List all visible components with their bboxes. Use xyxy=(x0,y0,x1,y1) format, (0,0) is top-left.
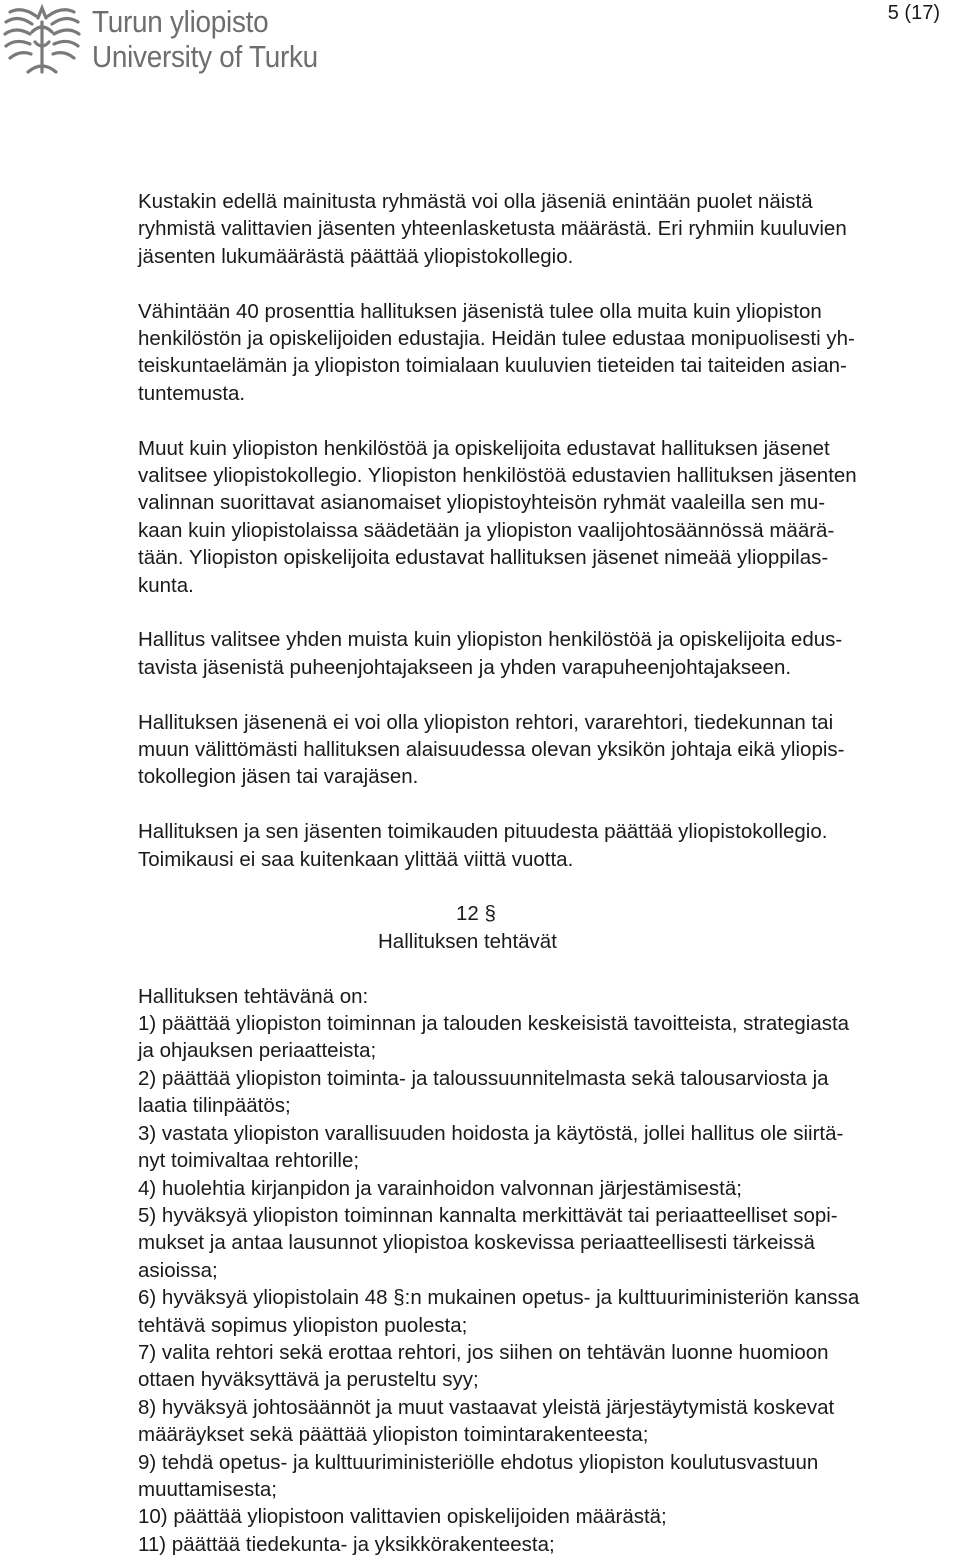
text-line: tuntemusta. xyxy=(138,381,246,405)
text-line: kaan kuin yliopistolaissa säädetään ja yliopiston vaalijohtosäännössä määrä- xyxy=(138,518,835,542)
text-line: Kustakin edellä mainitusta ryhmästä voi olla jäseniä enintään puolet näistä xyxy=(138,190,813,213)
list-item xyxy=(138,1284,958,1339)
paragraph-member-selection xyxy=(138,435,958,599)
text-line: tokollegion jäsen tai varajäsen. xyxy=(138,765,419,789)
logo-name-english: University of Turku xyxy=(92,39,318,74)
page-number: 5 (17) xyxy=(887,2,940,24)
text-line: Hallitus valitsee yhden muista kuin yliopiston henkilöstöä ja opiskelijoita edus- xyxy=(138,628,843,652)
list-item xyxy=(138,1503,958,1530)
text-line: teiskuntaelämän ja yliopiston toimialaan kuuluvien tieteiden tai taiteiden asian- xyxy=(138,354,847,378)
text-line: Toimikausi ei saa kuitenkaan ylittää viittä vuotta. xyxy=(138,847,574,871)
text-line: 9) tehdä opetus- ja kulttuuriministeriölle ehdotus yliopiston koulutusvastuun xyxy=(138,1450,819,1474)
text-line: 4) huolehtia kirjanpidon ja varainhoidon valvonnan järjestämisestä; xyxy=(138,1176,742,1200)
list-intro: Hallituksen tehtävänä on: xyxy=(138,984,369,1008)
text-line: nyt toimivaltaa rehtorille; xyxy=(138,1149,360,1173)
text-line: tehtävä sopimus yliopiston puolesta; xyxy=(138,1313,468,1337)
section-number: 12 § xyxy=(456,902,496,926)
section-heading xyxy=(138,900,958,955)
text-line: 6) hyväksyä yliopistolain 48 §:n mukainen opetus- ja kulttuuriministeriön kanssa xyxy=(138,1286,860,1310)
list-item xyxy=(138,1175,958,1202)
text-line: 8) hyväksyä johtosäännöt ja muut vastaavat yleistä järjestäytymistä koskevat xyxy=(138,1395,835,1419)
paragraph-group-composition xyxy=(138,188,958,270)
text-line: valitsee yliopistokollegio. Yliopiston henkilöstöä edustavien hallituksen jäsenten xyxy=(138,464,857,488)
list-item xyxy=(138,1065,958,1120)
text-line: 3) vastata yliopiston varallisuuden hoidosta ja käytöstä, jollei hallitus ole siirtä- xyxy=(138,1121,844,1145)
list-item xyxy=(138,1120,958,1175)
text-line: asioissa; xyxy=(138,1258,218,1282)
paragraph-term-length xyxy=(138,818,958,873)
text-line: muun välittömästi hallituksen alaisuudessa olevan yksikön johtaja eikä yliopis- xyxy=(138,738,845,762)
text-line: tään. Yliopiston opiskelijoita edustavat hallituksen jäsenet nimeää ylioppilas- xyxy=(138,546,829,570)
university-logo xyxy=(0,0,320,80)
list-item xyxy=(138,1531,958,1558)
text-line: jäsenten lukumäärästä päättää yliopistokollegio. xyxy=(138,244,574,268)
list-item xyxy=(138,1339,958,1394)
text-line: kunta. xyxy=(138,573,194,597)
paragraph-external-members xyxy=(138,298,958,408)
text-line: 10) päättää yliopistoon valittavien opiskelijoiden määrästä; xyxy=(138,1505,667,1529)
text-line: Vähintään 40 prosenttia hallituksen jäsenistä tulee olla muita kuin yliopiston xyxy=(138,299,822,323)
logo-name-finnish: Turun yliopisto xyxy=(92,4,269,39)
text-line: henkilöstön ja opiskelijoiden edustajia. Heidän tulee edustaa monipuolisesti yh- xyxy=(138,327,855,351)
text-line: 5) hyväksyä yliopiston toiminnan kannalta merkittävät tai periaatteelliset sopi- xyxy=(138,1203,838,1227)
text-line: määräykset sekä päättää yliopiston toimintarakenteesta; xyxy=(138,1423,649,1447)
text-line: ryhmistä valittavien jäsenten yhteenlasketusta määrästä. Eri ryhmiin kuuluvien xyxy=(138,217,847,241)
text-line: 7) valita rehtori sekä erottaa rehtori, jos siihen on tehtävän luonne huomioon xyxy=(138,1340,829,1364)
paragraph-ineligibility xyxy=(138,709,958,791)
document-body xyxy=(138,188,958,1558)
text-line: 2) päättää yliopiston toiminta- ja taloussuunnitelmasta sekä talousarviosta ja xyxy=(138,1066,829,1090)
text-line: 1) päättää yliopiston toiminnan ja talouden keskeisistä tavoitteista, strategiasta xyxy=(138,1012,850,1036)
list-item xyxy=(138,1449,958,1504)
duties-list xyxy=(138,983,958,1559)
text-line: ottaen hyväksyttävä ja perusteltu syy; xyxy=(138,1368,479,1392)
text-line: Hallituksen jäsenenä ei voi olla yliopiston rehtori, vararehtori, tiedekunnan tai xyxy=(138,710,834,734)
section-title: Hallituksen tehtävät xyxy=(378,929,557,953)
text-line: Muut kuin yliopiston henkilöstöä ja opiskelijoita edustavat hallituksen jäsenet xyxy=(138,436,830,460)
text-line: muuttamisesta; xyxy=(138,1477,277,1501)
text-line: valinnan suorittavat asianomaiset yliopistoyhteisön ryhmät vaaleilla sen mu- xyxy=(138,491,826,515)
text-line: 11) päättää tiedekunta- ja yksikkörakenteesta; xyxy=(138,1532,555,1556)
text-line: laatia tilinpäätös; xyxy=(138,1094,291,1118)
text-line: ja ohjauksen periaatteista; xyxy=(138,1039,377,1063)
list-item xyxy=(138,1394,958,1449)
text-line: tavista jäsenistä puheenjohtajakseen ja yhden varapuheenjohtajakseen. xyxy=(138,655,792,679)
list-item xyxy=(138,1010,958,1065)
paragraph-chair-selection xyxy=(138,626,958,681)
list-item xyxy=(138,1202,958,1284)
university-emblem-icon xyxy=(2,2,82,78)
text-line: mukset ja antaa lausunnot yliopistoa koskevissa periaatteellisesti tärkeissä xyxy=(138,1231,815,1255)
text-line: Hallituksen ja sen jäsenten toimikauden pituudesta päättää yliopistokollegio. xyxy=(138,820,828,844)
